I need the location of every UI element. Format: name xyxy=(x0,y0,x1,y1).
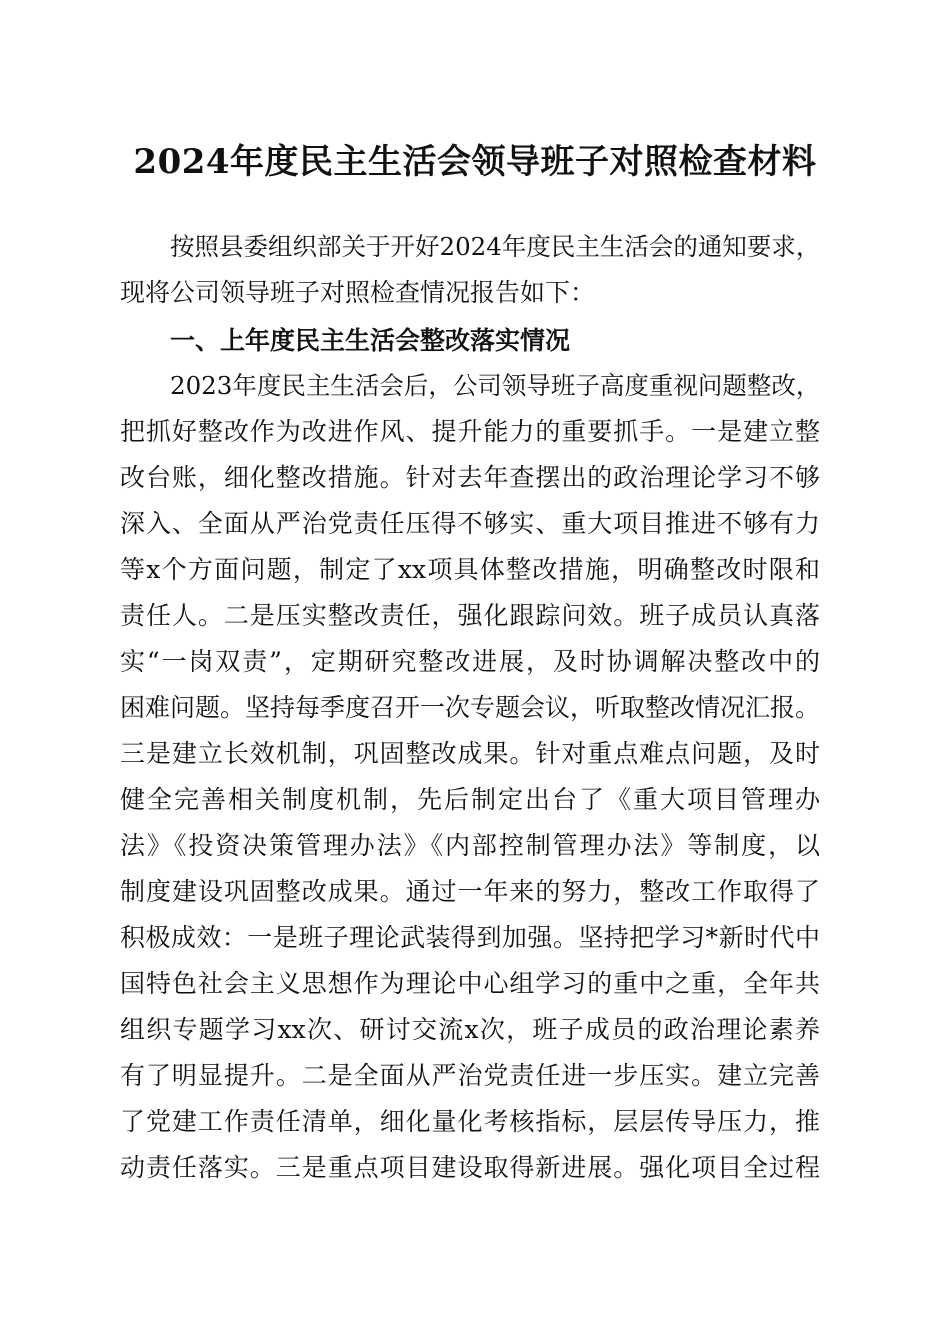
paragraph-line: 国特色社会主义思想作为理论中心组学习的重中之重，全年共 xyxy=(120,969,820,998)
paragraph-line: 2023年度民主生活会后，公司领导班子高度重视问题整改， xyxy=(170,371,821,400)
section-heading: 一、上年度民主生活会整改落实情况 xyxy=(170,326,571,355)
paragraph-line: 现将公司领导班子对照检查情况报告如下： xyxy=(120,278,596,307)
paragraph-line: 了党建工作责任清单，细化量化考核指标，层层传导压力，推 xyxy=(120,1107,820,1136)
paragraph-line: 三是建立长效机制，巩固整改成果。针对重点难点问题，及时 xyxy=(120,739,820,768)
paragraph-line: 深入、全面从严治党责任压得不够实、重大项目推进不够有力 xyxy=(120,509,820,538)
paragraph-line: 组织专题学习xx次、研讨交流x次，班子成员的政治理论素养 xyxy=(120,1015,820,1044)
paragraph-line: 等x个方面问题，制定了xx项具体整改措施，明确整改时限和 xyxy=(120,555,820,584)
paragraph-line: 有了明显提升。二是全面从严治党责任进一步压实。建立完善 xyxy=(120,1061,820,1090)
document-title: 2024年度民主生活会领导班子对照检查材料 xyxy=(133,142,817,182)
paragraph-line: 动责任落实。三是重点项目建设取得新进展。强化项目全过程 xyxy=(120,1153,820,1182)
paragraph-line: 责任人。二是压实整改责任，强化跟踪问效。班子成员认真落 xyxy=(120,601,820,630)
paragraph-line: 法》《投资决策管理办法》《内部控制管理办法》等制度，以 xyxy=(120,831,820,860)
paragraph-line: 困难问题。坚持每季度召开一次专题会议，听取整改情况汇报。 xyxy=(120,693,821,722)
paragraph-line: 积极成效：一是班子理论武装得到加强。坚持把学习*新时代中 xyxy=(120,923,820,952)
paragraph-line: 健全完善相关制度机制，先后制定出台了《重大项目管理办 xyxy=(120,785,820,814)
paragraph-line: 实“一岗双责”，定期研究整改进展，及时协调解决整改中的 xyxy=(120,647,820,676)
paragraph-line: 改台账，细化整改措施。针对去年查摆出的政治理论学习不够 xyxy=(120,463,820,492)
paragraph-line: 按照县委组织部关于开好2024年度民主生活会的通知要求， xyxy=(170,232,821,261)
paragraph-line: 把抓好整改作为改进作风、提升能力的重要抓手。一是建立整 xyxy=(120,417,820,446)
paragraph-line: 制度建设巩固整改成果。通过一年来的努力，整改工作取得了 xyxy=(120,877,820,906)
